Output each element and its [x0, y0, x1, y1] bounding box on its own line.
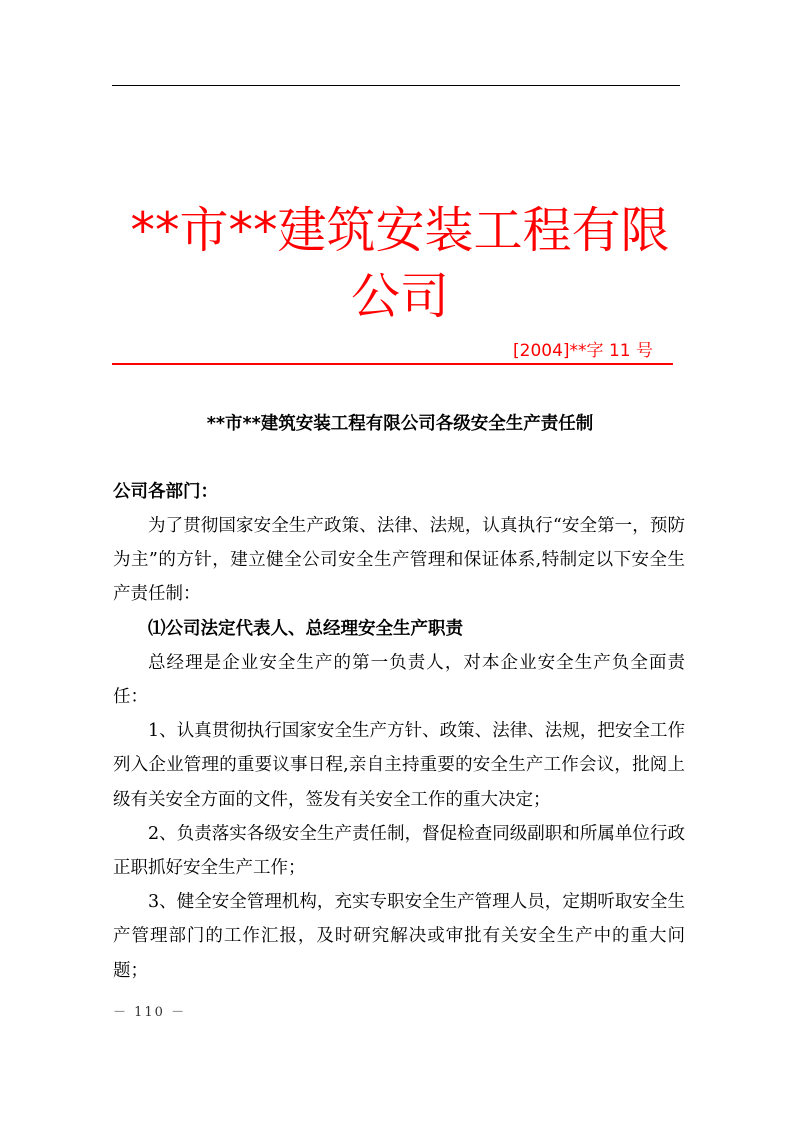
document-title: **市**建筑安装工程有限公司各级安全生产责任制	[206, 414, 594, 434]
page-number: － 110 －	[113, 1005, 187, 1020]
list-item: 2、负责落实各级安全生产责任制，督促检查同级副职和所属单位行政正职抓好安全生产工作；	[113, 823, 685, 879]
intro-paragraph: 为了贯彻国家安全生产政策、法律、法规，认真执行“安全第一，预防为主”的方针，建立健全公司安全生产管理和保证体系,特制定以下安全生产责任制：	[113, 516, 685, 605]
organization-name-line2: 公司	[350, 268, 449, 325]
list-item: 3、健全安全管理机构，充实专职安全生产管理人员，定期听取安全生产管理部门的工作汇报，及时研究解决或审批有关安全生产中的重大问题；	[113, 892, 685, 981]
section-intro-paragraph: 总经理是企业安全生产的第一负责人，对本企业安全生产负全面责任：	[113, 652, 685, 708]
section-heading: ⑴公司法定代表人、总经理安全生产职责	[148, 618, 463, 639]
document-body	[113, 509, 685, 988]
list-item: 1、认真贯彻执行国家安全生产方针、政策、法律、法规，把安全工作列入企业管理的重要议事日程,亲自主持重要的安全生产工作会议，批阅上级有关安全方面的文件，签发有关安全工作的重大决定；	[113, 721, 685, 810]
organization-name-line1: **市**建筑安装工程有限	[130, 202, 670, 259]
salutation: 公司各部门：	[113, 482, 218, 502]
document-number: [2004]**字 11 号	[513, 341, 653, 361]
header-rule	[112, 85, 680, 86]
red-divider-rule	[112, 363, 673, 365]
